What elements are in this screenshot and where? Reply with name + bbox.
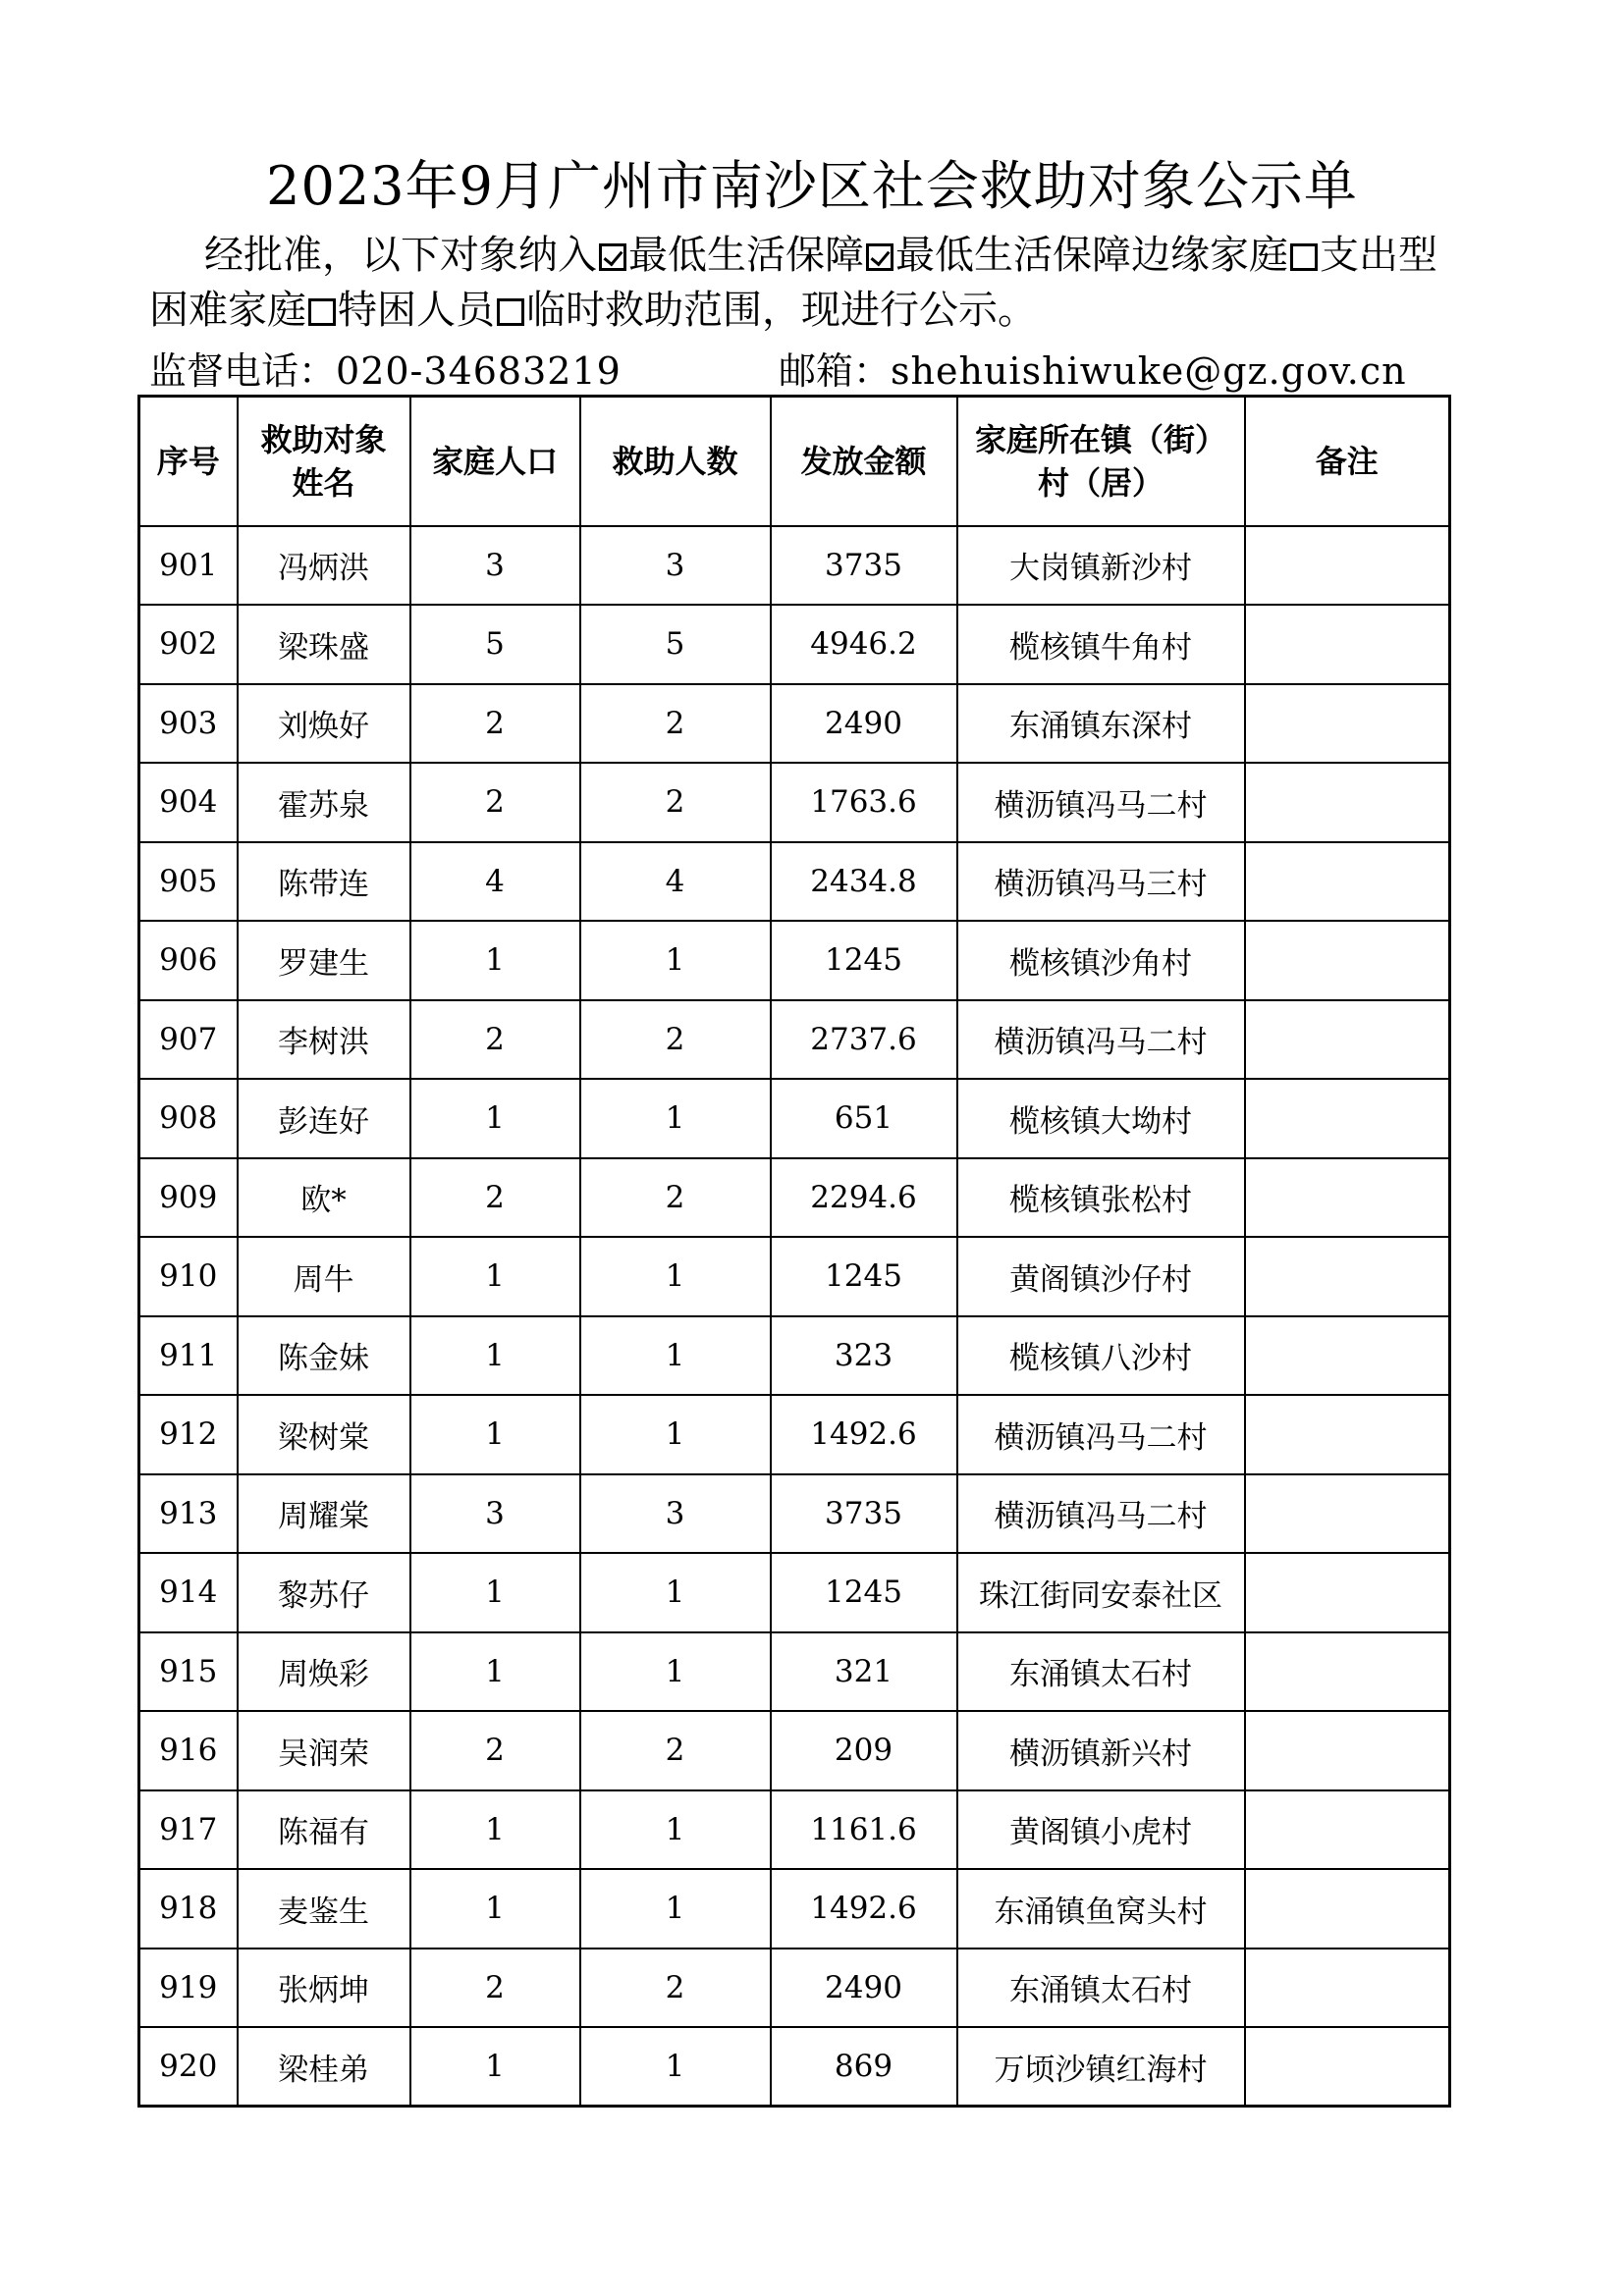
cell-name: 李树洪 — [238, 1000, 410, 1080]
header-town — [957, 397, 1245, 526]
intro-prefix: 经批准，以下对象纳入 — [204, 233, 597, 278]
cell-household: 3 — [410, 1474, 580, 1554]
cell-town: 横沥镇冯马三村 — [957, 842, 1245, 922]
cell-town: 榄核镇张松村 — [957, 1158, 1245, 1238]
cell-town: 榄核镇大坳村 — [957, 1079, 1245, 1158]
cell-remarks — [1245, 1000, 1450, 1080]
cell-name: 梁珠盛 — [238, 605, 410, 684]
table-row — [139, 1395, 1450, 1474]
cell-aided: 1 — [580, 1553, 771, 1632]
cell-remarks — [1245, 1079, 1450, 1158]
header-household: 家庭人口 — [410, 397, 580, 526]
header-name-line2: 姓名 — [292, 463, 355, 502]
cell-remarks — [1245, 2027, 1450, 2107]
header-remarks: 备注 — [1245, 397, 1450, 526]
cell-amount: 323 — [771, 1316, 957, 1396]
supervision-phone — [149, 344, 622, 399]
cell-remarks — [1245, 1316, 1450, 1396]
cell-remarks — [1245, 763, 1450, 842]
cell-seq: 902 — [139, 605, 238, 684]
table-row — [139, 1949, 1450, 2028]
header-seq: 序号 — [139, 397, 238, 526]
cell-town: 榄核镇牛角村 — [957, 605, 1245, 684]
table-row — [139, 605, 1450, 684]
cell-remarks — [1245, 1158, 1450, 1238]
table-row — [139, 1711, 1450, 1790]
table-row — [139, 684, 1450, 764]
cell-household: 5 — [410, 605, 580, 684]
cell-household: 1 — [410, 1790, 580, 1870]
cell-household: 2 — [410, 1949, 580, 2028]
cell-aided: 1 — [580, 2027, 771, 2107]
email-label: 邮箱： — [779, 349, 892, 393]
cell-amount: 1763.6 — [771, 763, 957, 842]
cell-remarks — [1245, 1395, 1450, 1474]
cell-amount: 321 — [771, 1632, 957, 1712]
cell-town: 横沥镇冯马二村 — [957, 1395, 1245, 1474]
cell-amount: 2737.6 — [771, 1000, 957, 1080]
cell-remarks — [1245, 1237, 1450, 1316]
cell-amount: 2490 — [771, 684, 957, 764]
cell-aided: 2 — [580, 763, 771, 842]
cell-seq: 906 — [139, 921, 238, 1000]
cell-town: 横沥镇冯马二村 — [957, 1474, 1245, 1554]
cell-town: 万顷沙镇红海村 — [957, 2027, 1245, 2107]
cell-town: 横沥镇新兴村 — [957, 1711, 1245, 1790]
cell-amount: 2490 — [771, 1949, 957, 2028]
cell-amount: 1245 — [771, 921, 957, 1000]
cell-aided: 5 — [580, 605, 771, 684]
cell-amount: 4946.2 — [771, 605, 957, 684]
cell-remarks — [1245, 1949, 1450, 2028]
cell-town: 东涌镇太石村 — [957, 1949, 1245, 2028]
table-body — [139, 526, 1450, 2107]
table-row — [139, 1474, 1450, 1554]
table-row — [139, 1553, 1450, 1632]
cell-name: 霍苏泉 — [238, 763, 410, 842]
cell-household: 2 — [410, 1000, 580, 1080]
cell-amount: 209 — [771, 1711, 957, 1790]
page-title: 2023年9月广州市南沙区社会救助对象公示单 — [266, 155, 1358, 217]
cell-seq: 903 — [139, 684, 238, 764]
cell-seq: 904 — [139, 763, 238, 842]
cell-town: 黄阁镇沙仔村 — [957, 1237, 1245, 1316]
option-label: 最低生活保障 — [628, 233, 864, 278]
cell-amount: 2434.8 — [771, 842, 957, 922]
cell-amount: 1492.6 — [771, 1395, 957, 1474]
unchecked-box-icon — [497, 298, 524, 326]
cell-name: 刘焕好 — [238, 684, 410, 764]
cell-amount: 2294.6 — [771, 1158, 957, 1238]
cell-seq: 918 — [139, 1869, 238, 1949]
cell-aided: 1 — [580, 1395, 771, 1474]
unchecked-box-icon — [308, 298, 336, 326]
cell-seq: 911 — [139, 1316, 238, 1396]
header-town-line1: 家庭所在镇（街） — [974, 420, 1226, 458]
cell-name: 周焕彩 — [238, 1632, 410, 1712]
header-name — [238, 397, 410, 526]
table-row — [139, 2027, 1450, 2107]
recipient-table — [137, 395, 1451, 2108]
cell-seq: 920 — [139, 2027, 238, 2107]
cell-seq: 917 — [139, 1790, 238, 1870]
cell-name: 梁树棠 — [238, 1395, 410, 1474]
cell-aided: 1 — [580, 921, 771, 1000]
cell-amount: 1492.6 — [771, 1869, 957, 1949]
cell-aided: 1 — [580, 1316, 771, 1396]
cell-town: 东涌镇东深村 — [957, 684, 1245, 764]
cell-name: 黎苏仔 — [238, 1553, 410, 1632]
cell-seq: 916 — [139, 1711, 238, 1790]
cell-town: 珠江街同安泰社区 — [957, 1553, 1245, 1632]
cell-household: 2 — [410, 684, 580, 764]
option-label: 特困人员 — [338, 288, 495, 333]
cell-aided: 1 — [580, 1632, 771, 1712]
cell-seq: 915 — [139, 1632, 238, 1712]
table-header-row — [139, 397, 1450, 526]
checked-box-icon — [866, 243, 893, 271]
cell-amount: 3735 — [771, 526, 957, 606]
cell-town: 榄核镇八沙村 — [957, 1316, 1245, 1396]
table-row — [139, 1790, 1450, 1870]
option-label: 临时救助 — [526, 288, 683, 333]
cell-household: 1 — [410, 2027, 580, 2107]
cell-remarks — [1245, 1474, 1450, 1554]
cell-aided: 1 — [580, 1237, 771, 1316]
cell-name: 周牛 — [238, 1237, 410, 1316]
cell-seq: 909 — [139, 1158, 238, 1238]
cell-household: 1 — [410, 1316, 580, 1396]
header-town-line2: 村（居） — [1037, 463, 1164, 502]
cell-seq: 907 — [139, 1000, 238, 1080]
cell-name: 陈福有 — [238, 1790, 410, 1870]
cell-aided: 2 — [580, 1158, 771, 1238]
cell-remarks — [1245, 1790, 1450, 1870]
table-row — [139, 842, 1450, 922]
cell-household: 2 — [410, 1711, 580, 1790]
cell-household: 1 — [410, 1237, 580, 1316]
cell-aided: 2 — [580, 684, 771, 764]
cell-remarks — [1245, 1711, 1450, 1790]
cell-name: 罗建生 — [238, 921, 410, 1000]
cell-name: 张炳坤 — [238, 1949, 410, 2028]
checked-box-icon — [599, 243, 626, 271]
cell-seq: 912 — [139, 1395, 238, 1474]
intro-paragraph — [149, 228, 1455, 338]
cell-amount: 1245 — [771, 1237, 957, 1316]
cell-amount: 1161.6 — [771, 1790, 957, 1870]
cell-household: 1 — [410, 1632, 580, 1712]
cell-name: 欧* — [238, 1158, 410, 1238]
table-row — [139, 1237, 1450, 1316]
table-row — [139, 1316, 1450, 1396]
cell-name: 麦鉴生 — [238, 1869, 410, 1949]
cell-amount: 651 — [771, 1079, 957, 1158]
cell-aided: 2 — [580, 1949, 771, 2028]
cell-remarks — [1245, 684, 1450, 764]
cell-aided: 3 — [580, 1474, 771, 1554]
cell-aided: 1 — [580, 1079, 771, 1158]
cell-name: 陈带连 — [238, 842, 410, 922]
table-row — [139, 763, 1450, 842]
cell-amount: 3735 — [771, 1474, 957, 1554]
cell-household: 1 — [410, 921, 580, 1000]
cell-household: 1 — [410, 1079, 580, 1158]
cell-household: 1 — [410, 1869, 580, 1949]
cell-town: 横沥镇冯马二村 — [957, 763, 1245, 842]
cell-aided: 2 — [580, 1000, 771, 1080]
phone-label: 监督电话： — [149, 349, 337, 393]
cell-remarks — [1245, 1869, 1450, 1949]
cell-seq: 901 — [139, 526, 238, 606]
cell-seq: 905 — [139, 842, 238, 922]
cell-amount: 869 — [771, 2027, 957, 2107]
cell-name: 吴润荣 — [238, 1711, 410, 1790]
table-row — [139, 1869, 1450, 1949]
cell-household: 1 — [410, 1395, 580, 1474]
header-aided: 救助人数 — [580, 397, 771, 526]
table-row — [139, 1079, 1450, 1158]
cell-town: 东涌镇太石村 — [957, 1632, 1245, 1712]
intro-suffix: 范围，现进行公示。 — [683, 288, 1037, 333]
cell-remarks — [1245, 1553, 1450, 1632]
cell-household: 3 — [410, 526, 580, 606]
email-address: shehuishiwuke@gz.gov.cn — [891, 349, 1407, 393]
cell-seq: 908 — [139, 1079, 238, 1158]
table-row — [139, 1632, 1450, 1712]
contact-email — [779, 344, 1407, 399]
option-label: 支出型困难家庭 — [149, 233, 1437, 333]
cell-household: 2 — [410, 763, 580, 842]
cell-household: 4 — [410, 842, 580, 922]
cell-remarks — [1245, 1632, 1450, 1712]
cell-seq: 919 — [139, 1949, 238, 2028]
cell-aided: 2 — [580, 1711, 771, 1790]
cell-aided: 1 — [580, 1869, 771, 1949]
table-row — [139, 526, 1450, 606]
phone-number: 020-34683219 — [336, 349, 622, 393]
cell-seq: 913 — [139, 1474, 238, 1554]
cell-aided: 4 — [580, 842, 771, 922]
cell-town: 大岗镇新沙村 — [957, 526, 1245, 606]
option-label: 最低生活保障边缘家庭 — [895, 233, 1288, 278]
cell-seq: 910 — [139, 1237, 238, 1316]
cell-seq: 914 — [139, 1553, 238, 1632]
cell-remarks — [1245, 921, 1450, 1000]
table-row — [139, 1158, 1450, 1238]
cell-remarks — [1245, 605, 1450, 684]
table-row — [139, 1000, 1450, 1080]
cell-aided: 1 — [580, 1790, 771, 1870]
header-name-line1: 救助对象 — [260, 420, 387, 458]
cell-remarks — [1245, 526, 1450, 606]
cell-household: 2 — [410, 1158, 580, 1238]
cell-amount: 1245 — [771, 1553, 957, 1632]
header-amount: 发放金额 — [771, 397, 957, 526]
cell-name: 陈金妹 — [238, 1316, 410, 1396]
cell-aided: 3 — [580, 526, 771, 606]
cell-name: 冯炳洪 — [238, 526, 410, 606]
unchecked-box-icon — [1290, 243, 1318, 271]
cell-town: 东涌镇鱼窝头村 — [957, 1869, 1245, 1949]
table-row — [139, 921, 1450, 1000]
cell-remarks — [1245, 842, 1450, 922]
cell-town: 黄阁镇小虎村 — [957, 1790, 1245, 1870]
cell-name: 周耀棠 — [238, 1474, 410, 1554]
cell-town: 榄核镇沙角村 — [957, 921, 1245, 1000]
cell-name: 彭连好 — [238, 1079, 410, 1158]
cell-town: 横沥镇冯马二村 — [957, 1000, 1245, 1080]
cell-name: 梁桂弟 — [238, 2027, 410, 2107]
cell-household: 1 — [410, 1553, 580, 1632]
